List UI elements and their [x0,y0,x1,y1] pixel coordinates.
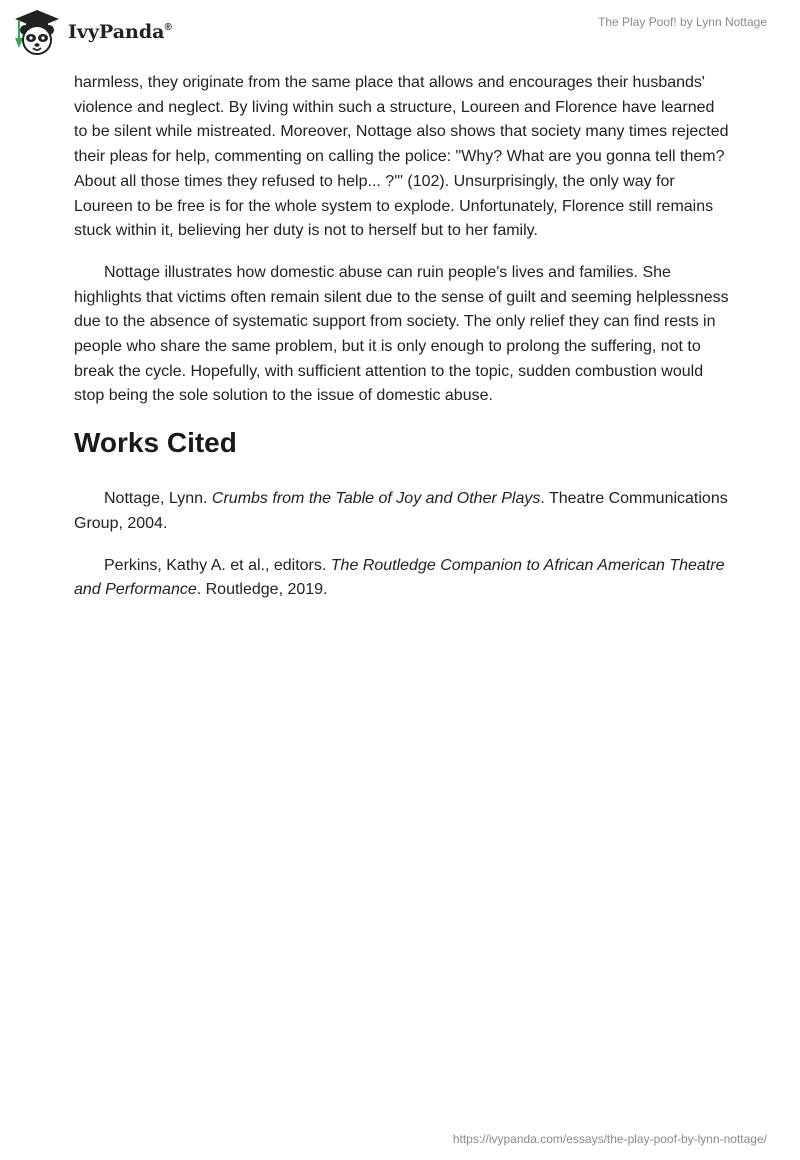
citation-title: Crumbs from the Table of Joy and Other Plays [211,490,541,508]
registered-mark: ® [164,22,172,33]
citation-title: The Routledge Companion to African American Theatre and Performance [74,556,725,599]
citation-author: Perkins, Kathy A. et al., editors. [104,556,331,574]
essay-content [74,71,730,620]
panda-graduate-icon [14,8,60,56]
body-paragraph-continued: harmless, they originate from the same place that allows and encourages their husbands' violence and neglect. By living within such a structure, Loureen and Florence have learned to be silent while mistreated. Moreover, Nottage also shows that society many times rejected their pleas for help, commenting on calling the police: "Why? What are you gonna tell them? About all those times they refused to help... ?'" (102). Unsurprisingly, the only way for Loureen to be free is for the whole system to explode. Unfortunately, Florence still remains stuck within it, believing her duty is not to herself but to her family. [74,74,729,240]
works-cited-heading: Works Cited [74,427,237,459]
citation-publisher: . Routledge, 2019. [196,581,328,599]
source-url[interactable]: https://ivypanda.com/essays/the-play-poof-by-lynn-nottage/ [452,1132,767,1146]
citation-entry [74,487,730,536]
document-title: The Play Poof! by Lynn Nottage [598,15,767,29]
logo-wordmark [68,21,172,43]
citation-entry [74,554,730,603]
body-paragraph-conclusion: Nottage illustrates how domestic abuse can ruin people's lives and families. She highlights that victims often remain silent due to the sense of guilt and seeming helplessness due to the absence of systematic support from society. The only relief they can find rests in people who share the same problem, but it is only enough to prolong the suffering, not to break the cycle. Hopefully, with sufficient attention to the topic, sudden combustion would stop being the sole solution to the issue of domestic abuse. [74,263,729,405]
logo-text: IvyPanda [68,21,165,43]
citation-author: Nottage, Lynn. [104,490,212,508]
citation-publisher: . Theatre Communications Group, 2004. [74,490,728,532]
page-header [0,0,800,64]
ivypanda-logo[interactable] [14,8,172,56]
